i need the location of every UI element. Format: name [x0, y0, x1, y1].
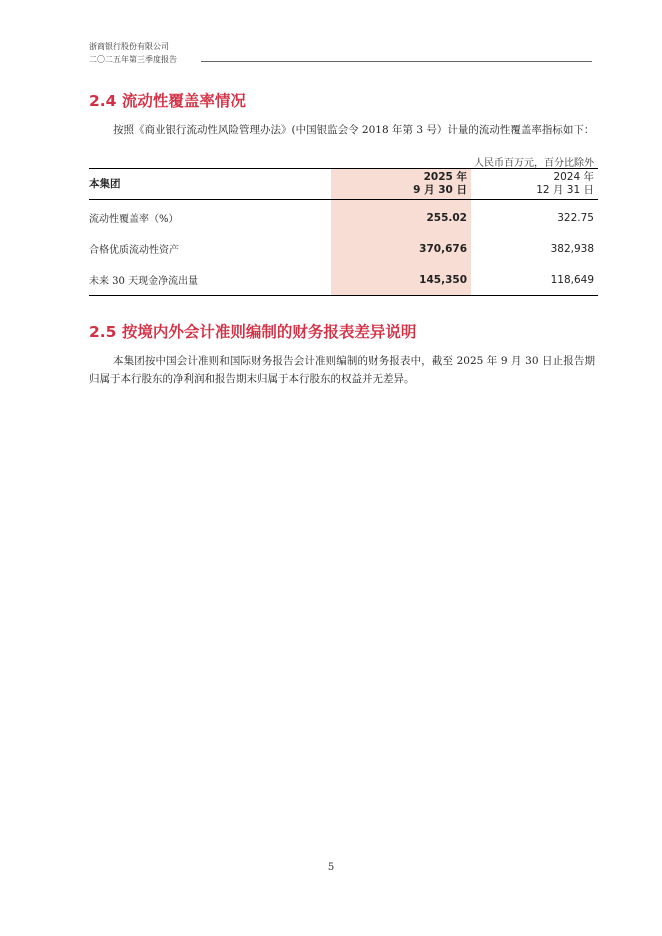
row-label: 流动性覆盖率（%） — [89, 214, 179, 225]
row-previous-value: 118,649 — [471, 264, 598, 296]
liquidity-coverage-table — [89, 168, 598, 296]
section-title-text: 流动性覆盖率情况 — [121, 92, 246, 110]
section-title-text: 按境内外会计准则编制的财务报表差异说明 — [121, 323, 417, 341]
row-current-value: 145,350 — [331, 264, 471, 296]
row-current-value: 255.02 — [331, 200, 471, 234]
section-number: 2.5 — [89, 323, 117, 341]
current-period-date: 9 月 30 日 — [413, 184, 467, 196]
table-header-previous-period — [471, 169, 598, 200]
header-divider — [201, 61, 592, 62]
row-current-value: 370,676 — [331, 233, 471, 264]
section-heading-accounting-differences — [89, 320, 416, 342]
header-company-name: 浙商银行股份有限公司 — [89, 42, 169, 51]
table-row — [89, 200, 598, 234]
header-report-title: 二〇二五年第三季度报告 — [89, 55, 177, 64]
previous-period-date: 12 月 31 日 — [536, 184, 594, 196]
section-number: 2.4 — [89, 92, 117, 110]
previous-period-year: 2024 年 — [553, 171, 594, 183]
row-previous-value: 322.75 — [557, 211, 594, 224]
table-row — [89, 233, 598, 264]
section-heading-liquidity-coverage — [89, 89, 246, 111]
page-header — [89, 40, 177, 66]
table-row — [89, 264, 598, 296]
table-header-group-label: 本集团 — [89, 169, 331, 200]
table-header-row — [89, 169, 598, 200]
accounting-differences-paragraph: 本集团按中国会计准则和国际财务报告会计准则编制的财务报表中，截至 2025 年 9 月 30 日止报告期归属于本行股东的净利润和报告期末归属于本行股东的权益并无差异。 — [89, 355, 595, 385]
row-label: 合格优质流动性资产 — [89, 245, 179, 256]
unit-note: 人民币百万元，百分比除外 — [474, 158, 594, 169]
row-label: 未来 30 天现金净流出量 — [89, 264, 331, 296]
row-previous-value: 382,938 — [550, 242, 594, 255]
page-number: 5 — [327, 862, 335, 873]
table-header-current-period — [331, 169, 471, 200]
liquidity-intro-paragraph: 按照《商业银行流动性风险管理办法》(中国银监会令 2018 年第 3 号）计量的流动性覆盖率指标如下： — [113, 124, 595, 136]
current-period-year: 2025 年 — [423, 171, 467, 183]
